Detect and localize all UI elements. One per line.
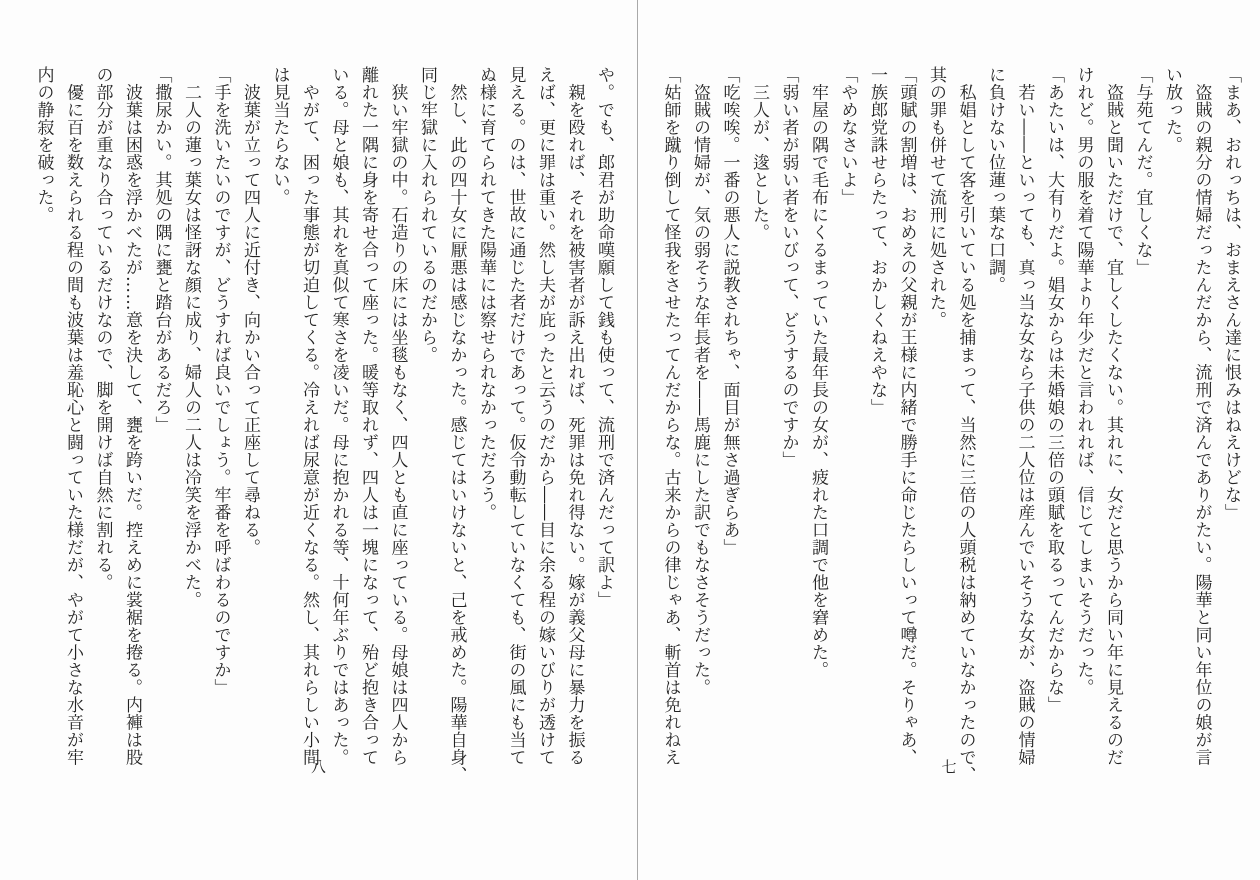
text-line: 波葉が立って四人に近付き、向かい合って正座して尋ねる。 — [240, 66, 260, 556]
page-right — [638, 0, 1260, 880]
text-line: 牢屋の隅で毛布にくるまっていた最年長の女が、疲れた口調で他を窘めた。 — [808, 66, 828, 679]
text-line: 親を殴れば、それを被害者が訴え出れば、死罪は免れ得ない。嫁が義父母に暴力を振る — [564, 66, 585, 766]
text-line: 「手を洗いたいのですが、どうすれば良いでしょう。牢番を呼ばわるのですか」 — [210, 66, 231, 696]
text-line: 狭い牢獄の中。石造りの床には坐毯もなく、四人とも直に座っている。母娘は四人から — [387, 66, 408, 766]
text-line: 「吃唉唉。一番の悪人に説教されちゃ、面目が無さ過ぎらあ」 — [719, 66, 740, 556]
text-line: 若い――といっても、真っ当な女なら子供の二人位は産んでいそうな女が、盗賊の情婦 — [1014, 66, 1035, 766]
text-line: 同じ牢獄に入れられているのだから。 — [417, 66, 437, 364]
text-line: 優に百を数えられる程の間も波葉は羞恥心と闘っていた様だが、やがて小さな水音が牢 — [63, 66, 83, 766]
text-line: ぬ様に育てられてきた陽華には察せられなかっただろう。 — [476, 66, 496, 521]
text-line: や。でも、郎君が助命嘆願して銭も使って、流刑で済んだって訳よ」 — [594, 66, 614, 609]
page-right-text-block — [655, 66, 1245, 866]
text-line: 「やめなさいよ」 — [837, 66, 858, 206]
text-line: いる。母と娘も、其れを真似て寒さを凌いだ。母に抱かれる等、十何年ぶりではあった。 — [328, 66, 349, 766]
text-line: 然し、此の四十女に厭悪は感じなかった。感じてはいけないと、己を戒めた。陽華自身、 — [446, 66, 467, 784]
text-line: 「与苑てんだ。宜しくな」 — [1132, 66, 1153, 276]
text-line: 二人の蓮っ葉女は怪訝な顔に成り、婦人の二人は冷笑を浮かべた。 — [181, 66, 201, 609]
text-line: い放った。 — [1162, 66, 1182, 154]
text-line: けれど。男の服を着て陽華より年少だと言われれば、信じてしまいそうだった。 — [1073, 66, 1094, 696]
text-line: 「まあ、おれっちは、おまえさん達に恨みはねえけどな」 — [1221, 66, 1241, 521]
page-left-text-block — [28, 66, 618, 866]
text-line: 三人が、逡とした。 — [749, 66, 769, 241]
text-line: 内の静寂を破った。 — [33, 66, 54, 224]
text-line: 波葉は困惑を浮かべたが……意を決して、甕を跨いだ。控えめに裳裾を捲る。内褲は股 — [122, 66, 142, 766]
text-line: 「あたいは、大有りだよ。娼女からは未婚娘の三倍の頭賦を取るってんだからな」 — [1044, 66, 1064, 714]
text-line: 離れた一隅に身を寄せ合って座った。暖等取れず、四人は一塊になって、殆ど抱き合って — [358, 66, 378, 766]
page-divider — [637, 0, 638, 880]
text-line: 一族郎党誅せらたって、おかしくねえやな」 — [867, 66, 887, 416]
text-line: 盗賊の親分の情婦だったんだから、流刑で済んでありがたい。陽華と同い年位の娘が言 — [1191, 66, 1212, 766]
text-line: 私娼として客を引いている処を捕まって、当然に三倍の人頭税は納めていなかったので、 — [955, 66, 976, 784]
page-number-right: 七 — [941, 758, 957, 776]
text-line: 其の罪も併せて流刑に処された。 — [926, 66, 946, 329]
text-line: 「姑師を蹴り倒して怪我をさせたってんだからな。古来からの律じゃあ、斬首は免れねえ — [660, 66, 681, 766]
text-line: 「撒尿かい。其処の隅に甕と踏台があるだろ」 — [151, 66, 172, 434]
page-number-left: 八 — [310, 758, 326, 776]
text-line: やがて、困った事態が切迫してくる。冷えれば尿意が近くなる。然し、其れらしい小間 — [299, 66, 319, 766]
text-line: 「弱い者が弱い者をいびって、どうするのですか」 — [778, 66, 799, 469]
text-line: 見える。のは、世故に通じた者だけであって。仮令動転していなくても、街の風にも当て — [505, 66, 526, 766]
text-line: に負けない位蓮っ葉な口調。 — [985, 66, 1005, 294]
text-line: の部分が重なり合っているだけなので、脚を開けば自然に割れる。 — [92, 66, 113, 591]
text-line: 盗賊の情婦が、気の弱そうな年長者を――馬鹿にした訳でもなさそうだった。 — [690, 66, 710, 696]
text-line: 盗賊と聞いただけで、宜しくしたくない。其れに、女だと思うから同い年に見えるのだ — [1103, 66, 1123, 766]
text-line: えば、更に罪は重い。然し夫が庇ったと云うのだから――目に余る程の嫁いびりが透けて — [535, 66, 555, 766]
text-line: は見当たらない。 — [269, 66, 290, 206]
text-line: 「頭賦の割増は、おめえの父親が王様に内緒で勝手に命じたらしいって噂だ。そりゃあ、 — [896, 66, 917, 766]
